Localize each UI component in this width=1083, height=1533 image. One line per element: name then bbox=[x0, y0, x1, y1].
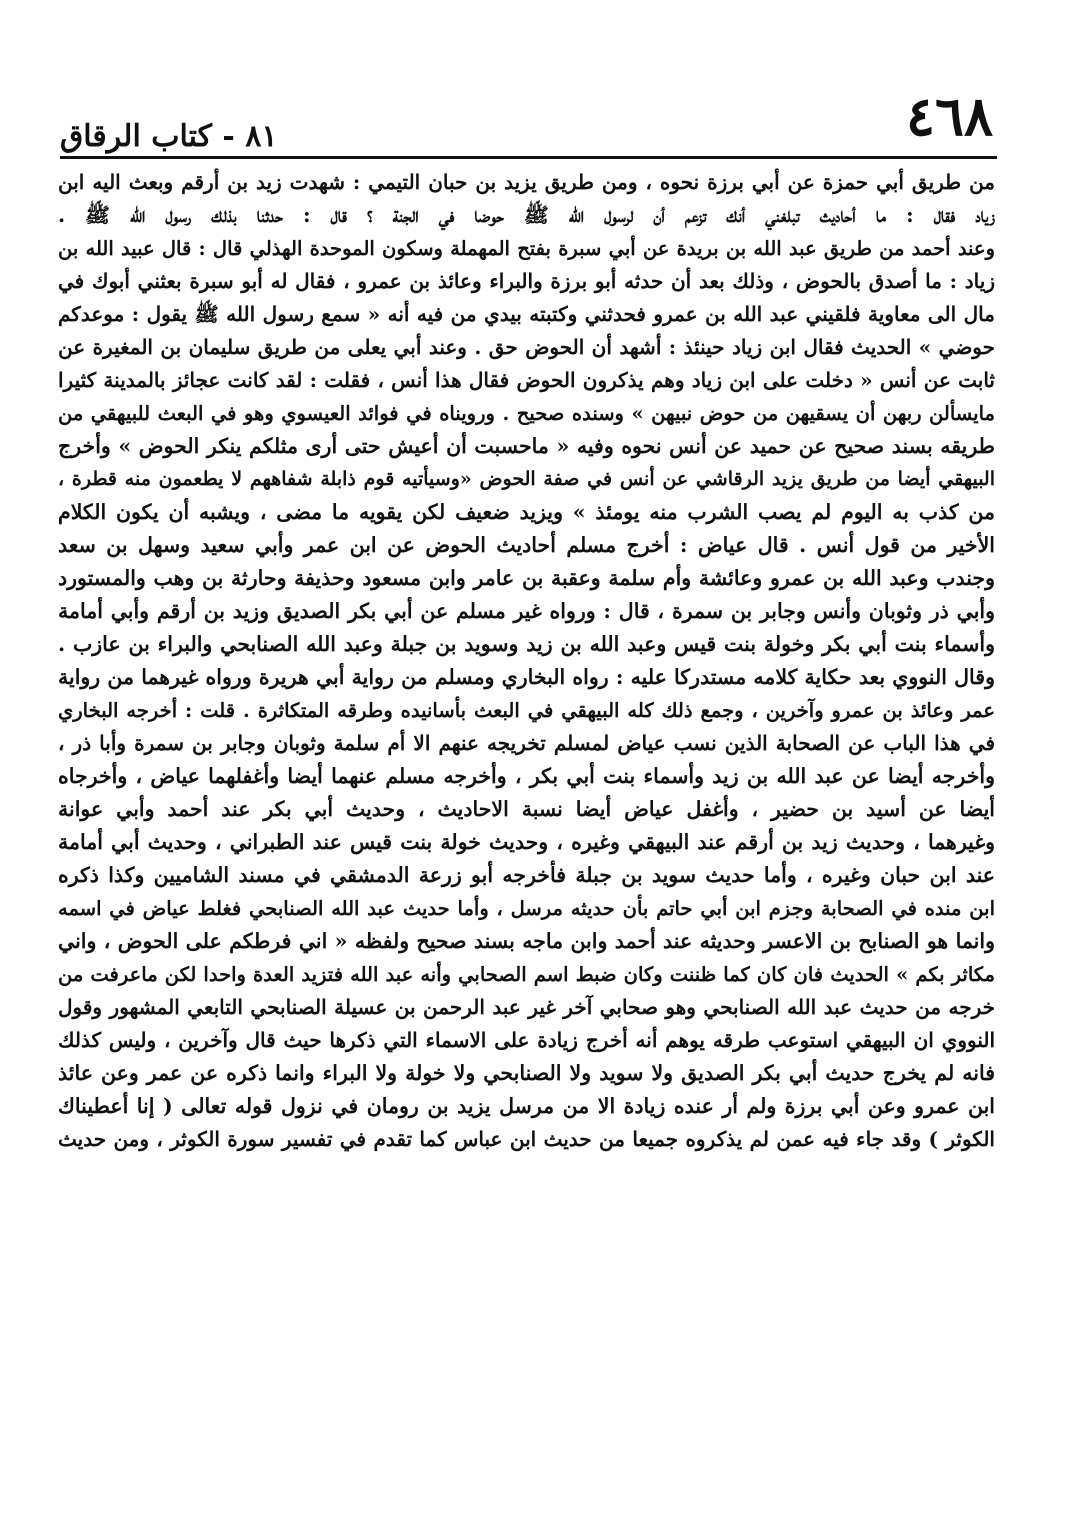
text-line: فانه لم يخرج حديث أبي بكر الصديق ولا سويد ولا الصنابحي ولا خولة ولا البراء وانما ذكره عن عمر وعن عائذ bbox=[58, 1061, 995, 1085]
body-text bbox=[58, 166, 995, 1488]
text-line: الكوثر ) وقد جاء فيه عمن لم يذكروه جميعا من حديث ابن عباس كما تقدم في تفسير سورة الكوثر ، ومن حديث bbox=[58, 1127, 995, 1151]
header-rule bbox=[60, 156, 997, 159]
running-head: ٨١ - كتاب الرقاق bbox=[60, 119, 278, 154]
text-line: البيهقي أيضا من طريق يزيد الرقاشي عن أنس في صفة الحوض «وسيأتيه قوم ذابلة شفاههم لا يطعمون منه قطرة ، bbox=[58, 468, 995, 490]
text-line: الأخير من قول أنس . قال عياض : أخرج مسلم أحاديث الحوض عن ابن عمر وأبي سعيد وسهل بن سعد bbox=[58, 533, 995, 557]
text-line: أيضا عن أسيد بن حضير ، وأغفل عياض أيضا نسبة الاحاديث ، وحديث أبي بكر عند أحمد وأبي عوانة bbox=[58, 797, 995, 821]
text-line: مايسألن ربهن أن يسقيهن من حوض نبيهن » وسنده صحيح . ورويناه في فوائد العيسوي وهو في البعث للبيهقي من bbox=[58, 402, 995, 425]
text-line: طريقه بسند صحيح عن حميد عن أنس نحوه وفيه « ماحسبت أن أعيش حتى أرى مثلكم ينكر الحوض » وأخرج bbox=[58, 434, 995, 458]
text-line: عمر وعائذ بن عمرو وآخرين ، وجمع ذلك كله البيهقي في البعث بأسانيده وطرقه المتكاثرة . قلت : أخرجه البخاري bbox=[58, 699, 995, 722]
page-number: ٤٦٨ bbox=[905, 84, 993, 148]
text-line: حوضي » الحديث فقال ابن زياد حينئذ : أشهد أن الحوض حق . وعند أبي يعلى من طريق سليمان بن المغيرة عن bbox=[58, 335, 995, 359]
text-line: وغيرهما ، وحديث زيد بن أرقم عند البيهقي وغيره ، وحديث خولة بنت قيس عند الطبراني ، وحديث أبي أمامة bbox=[58, 830, 995, 854]
text-line: وأسماء بنت أبي بكر وخولة بنت قيس وعبد الله بن زيد وسويد بن جبلة وعبد الله الصنابحي والبراء بن عازب . bbox=[58, 632, 995, 656]
text-line: ثابت عن أنس « دخلت على ابن زياد وهم يذكرون الحوض فقال هذا أنس ، فقلت : لقد كانت عجائز بالمدينة كثيرا bbox=[58, 368, 995, 392]
text-line: في هذا الباب عن الصحابة الذين نسب عياض لمسلم تخريجه عنهم الا أم سلمة وثوبان وجابر بن سمرة وأبا ذر ، bbox=[58, 731, 995, 755]
text-line: من كذب به اليوم لم يصب الشرب منه يومئذ » ويزيد ضعيف لكن يقويه ما مضى ، ويشبه أن يكون الكلام bbox=[58, 500, 995, 524]
text-line: وانما هو الصنابح بن الاعسر وحديثه عند أحمد وابن ماجه بسند صحيح ولفظه « اني فرطكم على الحوض ، واني bbox=[58, 929, 995, 953]
text-line: النووي ان البيهقي استوعب طرقه يوهم أنه أخرج زيادة على الاسماء التي ذكرها حيث قال وآخرين ، وليس كذلك bbox=[58, 1028, 995, 1052]
text-line: مال الى معاوية فلقيني عبد الله بن عمرو فحدثني وكتبته بيدي من فيه أنه « سمع رسول الله ﷺ يقول : موعدكم bbox=[58, 302, 995, 326]
text-line: وجندب وعبد الله بن عمرو وعائشة وأم سلمة وعقبة بن عامر وابن مسعود وحذيفة وحارثة بن وهب والمستورد bbox=[58, 566, 995, 590]
text-line: زياد فقال : ما أحاديث تبلغني أنك تزعم أن لرسول الله ﷺ حوضا في الجنة ؟ قال : حدثنا بذلك رسول الله ﷺ . bbox=[58, 203, 995, 227]
text-line: عند ابن حبان وغيره ، وأما حديث سويد بن جبلة فأخرجه أبو زرعة الدمشقي في مسند الشاميين وكذا ذكره bbox=[58, 863, 995, 887]
text-line: مكاثر بكم » الحديث فان كان كما ظننت وكان ضبط اسم الصحابي وأنه عبد الله فتزيد العدة واحدا لكن ماعرفت من bbox=[58, 963, 995, 986]
text-line: وأخرجه أيضا عن عبد الله بن زيد وأسماء بنت أبي بكر ، وأخرجه مسلم عنهما أيضا وأغفلهما عياض ، وأخرجاه bbox=[58, 764, 995, 788]
text-line: خرجه من حديث عبد الله الصنابحي وهو صحابي آخر غير عبد الرحمن بن عسيلة الصنابحي التابعي المشهور وقول bbox=[58, 995, 995, 1019]
page-header bbox=[60, 86, 993, 156]
text-line: من طريق أبي حمزة عن أبي برزة نحوه ، ومن طريق يزيد بن حبان التيمي : شهدت زيد بن أرقم وبعث اليه ابن bbox=[58, 170, 995, 194]
text-line: ابن منده في الصحابة وجزم ابن أبي حاتم بأن حديثه مرسل ، وأما حديث عبد الله الصنابحي فغلط عياض في اسمه bbox=[58, 897, 995, 920]
text-line: وأبي ذر وثوبان وأنس وجابر بن سمرة ، قال : ورواه غير مسلم عن أبي بكر الصديق وزيد بن أرقم وأبي أمامة bbox=[58, 599, 995, 623]
text-line: وعند أحمد من طريق عبد الله بن بريدة عن أبي سبرة بفتح المهملة وسكون الموحدة الهذلي قال : قال عبيد الله بن bbox=[58, 237, 995, 260]
text-line: ابن عمرو وعن أبي برزة ولم أر عنده زيادة الا من مرسل يزيد بن رومان في نزول قوله تعالى ( إنا أعطيناك bbox=[58, 1094, 995, 1118]
text-line: وقال النووي بعد حكاية كلامه مستدركا عليه : رواه البخاري ومسلم من رواية أبي هريرة ورواه غيرهما من رواية bbox=[58, 665, 995, 689]
text-line: زياد : ما أصدق بالحوض ، وذلك بعد أن حدثه أبو برزة والبراء وعائذ بن عمرو ، فقال له أبو سبرة بعثني أبوك في bbox=[58, 269, 995, 293]
